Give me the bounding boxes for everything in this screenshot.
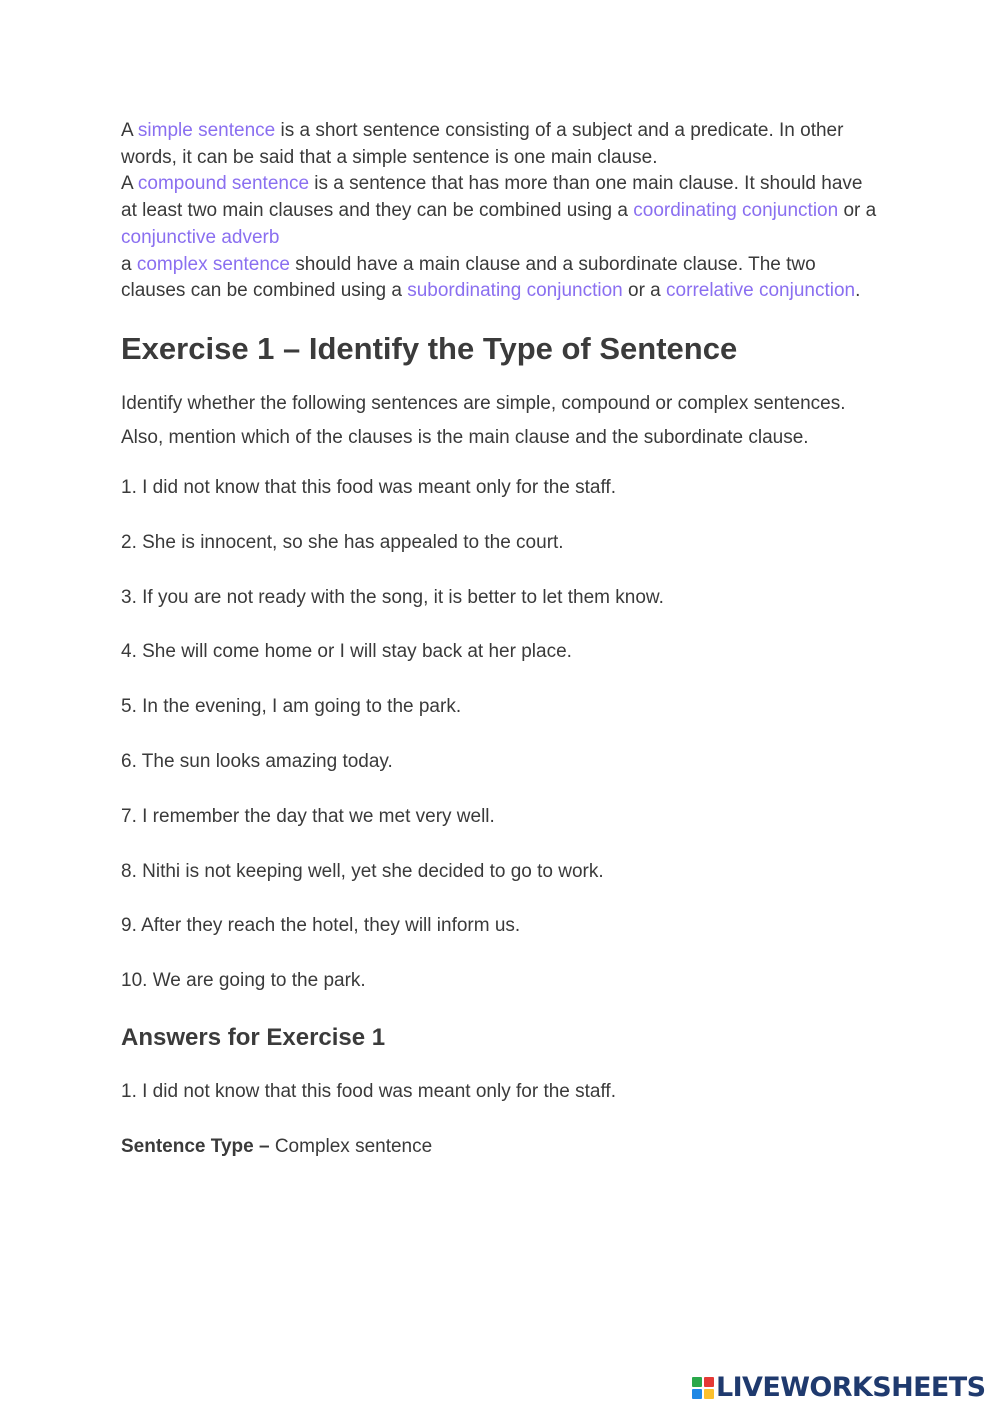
sentence-type-value: Complex sentence [269,1135,433,1157]
question-item: 9. After they reach the hotel, they will inform us. [121,915,521,937]
coordinating-conjunction-link[interactable]: coordinating conjunction [633,200,839,222]
liveworksheets-logo-icon [692,1377,714,1399]
compound-sentence-definition: A compound sentence is a sentence that has more than one main clause. It should have at least two main clauses and they can be combined using a coordinating conjunction or a conjunctive adverb [121,173,877,248]
sentence-type-label: Sentence Type – [121,1135,270,1157]
complex-sentence-link[interactable]: complex sentence [136,253,291,275]
simple-sentence-link[interactable]: simple sentence [137,120,276,141]
subordinating-conjunction-link[interactable]: subordinating conjunction [407,280,623,302]
conjunctive-adverb-link[interactable]: conjunctive adverb [121,226,280,248]
logo-square-blue [692,1389,702,1399]
intro-definitions [121,118,881,305]
question-item: 5. In the evening, I am going to the park. [121,696,462,718]
compound-sentence-link[interactable]: compound sentence [137,173,310,195]
question-item: 1. I did not know that this food was meant only for the staff. [121,476,616,498]
question-item: 10. We are going to the park. [121,970,366,992]
worksheet-page [121,118,881,1161]
question-item: 7. I remember the day that we met very well. [121,805,495,827]
question-item: 6. The sun looks amazing today. [121,750,393,772]
logo-square-green [692,1377,702,1387]
logo-square-yellow [704,1389,714,1399]
question-item: 8. Nithi is not keeping well, yet she decided to go to work. [121,860,604,882]
answer-question-text: 1. I did not know that this food was meant only for the staff. [121,1080,616,1102]
complex-sentence-definition: a complex sentence should have a main clause and a subordinate clause. The two clauses can be combined using a subordinating conjunction or a correlative conjunction. [121,253,861,302]
simple-sentence-definition: A simple sentence is a short sentence consisting of a subject and a predicate. In other words, it can be said that a simple sentence is one main clause. [121,120,844,168]
liveworksheets-logo-text: LIVEWORKSHEETS [716,1372,986,1403]
logo-square-red [704,1377,714,1387]
exercise-instructions: Identify whether the following sentences are simple, compound or complex sentences. Also, mention which of the clauses is the main clause and the subordinate clause. [121,392,846,449]
question-item: 4. She will come home or I will stay back at her place. [121,641,572,663]
answers-title: Answers for Exercise 1 [121,1023,386,1051]
exercise-title: Exercise 1 – Identify the Type of Sentence [121,330,738,366]
question-list [121,474,881,995]
correlative-conjunction-link[interactable]: correlative conjunction [666,280,856,302]
question-item: 3. If you are not ready with the song, it is better to let them know. [121,586,664,608]
answer-sentence-type [121,1133,881,1161]
liveworksheets-logo[interactable] [692,1372,985,1404]
question-item: 2. She is innocent, so she has appealed to the court. [121,531,564,553]
